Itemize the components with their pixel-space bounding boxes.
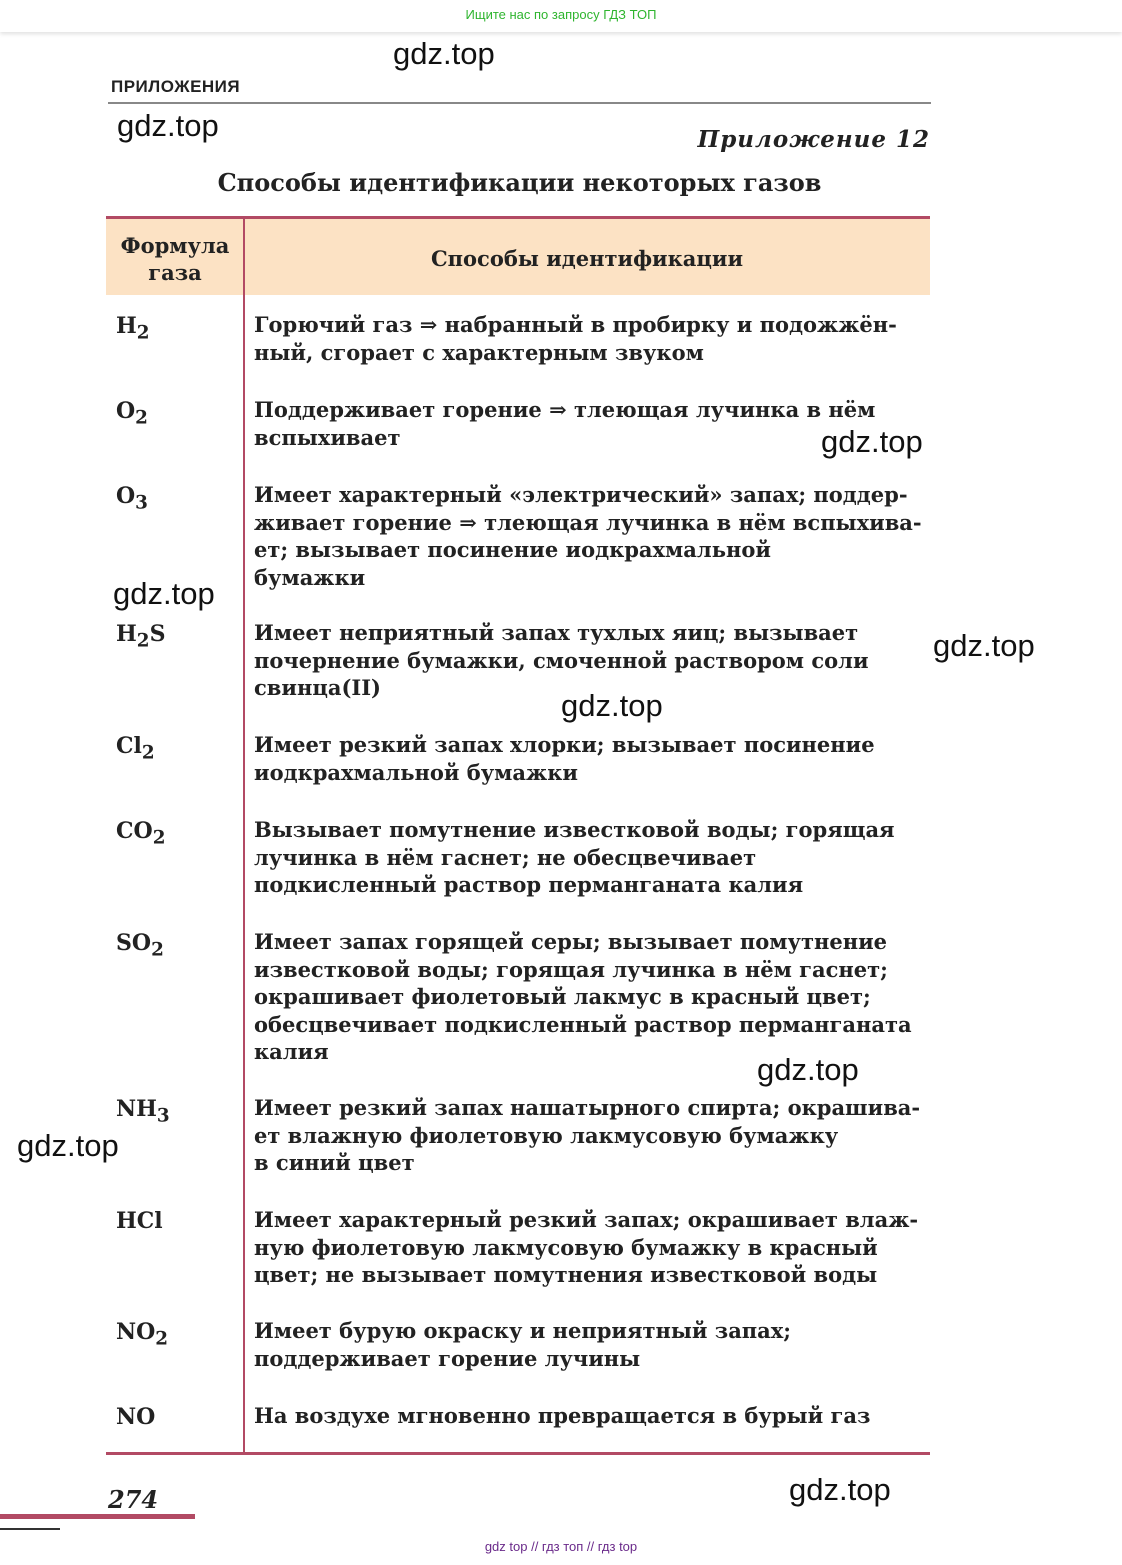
- method-line: Поддерживает горение ⇒ тлеющая лучинка в нём: [254, 397, 876, 422]
- watermark: gdz.top: [393, 36, 495, 71]
- gas-formula: $H_2S$: [116, 621, 166, 652]
- method-line: цвет; не вызывает помутнения известковой воды: [254, 1262, 878, 1287]
- method-line: ную фиолетовую лакмусовую бумажку в красный: [254, 1234, 878, 1260]
- header-divider: [108, 102, 931, 104]
- watermark: gdz.top: [821, 424, 923, 459]
- page-number: 274: [108, 1485, 159, 1514]
- page-title: Способы идентификации некоторых газов: [217, 168, 822, 197]
- method-line: Имеет характерный резкий запах; окрашивает влаж-: [254, 1207, 919, 1232]
- watermark: gdz.top: [561, 688, 663, 723]
- identification-method: [254, 816, 924, 899]
- header-formula-line1: Формула: [120, 233, 230, 258]
- watermark: gdz.top: [17, 1128, 119, 1163]
- identification-method: [254, 1317, 924, 1372]
- gas-formula: $H_2$: [116, 313, 150, 344]
- page-underline: [0, 1528, 60, 1530]
- appendix-label: Приложение 12: [697, 126, 930, 153]
- watermark: gdz.top: [933, 628, 1035, 663]
- method-line: ет; вызывает посинение иодкрахмальной: [254, 537, 771, 562]
- watermark: gdz.top: [789, 1472, 891, 1507]
- watermark: gdz.top: [117, 108, 219, 143]
- method-line: ет влажную фиолетовую лакмусовую бумажку: [254, 1122, 839, 1148]
- method-line: Имеет характерный «электрический» запах; поддер-: [254, 482, 908, 507]
- header-formula-line2: газа: [148, 260, 202, 285]
- column-divider: [243, 219, 245, 1452]
- identification-method: [254, 731, 924, 786]
- method-line: иодкрахмальной бумажки: [254, 759, 578, 785]
- gas-formula: $O_2$: [116, 398, 148, 429]
- method-line: Имеет резкий запах хлорки; вызывает посинение: [254, 732, 875, 757]
- method-line: окрашивает фиолетовый лакмус в красный цвет;: [254, 984, 871, 1009]
- identification-method: [254, 1094, 924, 1177]
- method-line: обесцвечивает подкисленный раствор перманганата: [254, 1011, 912, 1037]
- identification-method: [254, 1206, 924, 1289]
- method-line: свинца(II): [254, 675, 381, 700]
- method-line: живает горение ⇒ тлеющая лучинка в нём вспыхива-: [254, 509, 922, 535]
- gas-formula: $SO_2$: [116, 930, 164, 961]
- method-line: вспыхивает: [254, 424, 401, 450]
- page-accent-bar: [0, 1514, 195, 1519]
- header-formula-column: [106, 232, 244, 286]
- method-line: бумажки: [254, 564, 366, 590]
- gas-formula: HCl: [116, 1208, 163, 1234]
- gas-formula: $NH_3$: [116, 1096, 170, 1127]
- watermark: gdz.top: [757, 1052, 859, 1087]
- identification-method: [254, 311, 924, 366]
- method-line: почернение бумажки, смоченной раствором соли: [254, 647, 869, 673]
- top-banner-text[interactable]: Ищите нас по запросу ГДЗ ТОП: [465, 7, 657, 22]
- gas-identification-table: [106, 216, 930, 1455]
- header-methods-column: Способы идентификации: [430, 246, 744, 271]
- method-line: На воздухе мгновенно превращается в бурый газ: [254, 1403, 871, 1428]
- top-banner: [0, 0, 1122, 32]
- identification-method: [254, 1402, 924, 1430]
- method-line: Имеет резкий запах нашатырного спирта; окрашива-: [254, 1095, 921, 1120]
- method-line: Имеет бурую окраску и неприятный запах;: [254, 1318, 792, 1343]
- section-header: ПРИЛОЖЕНИЯ: [111, 77, 241, 96]
- method-line: Вызывает помутнение известковой воды; горящая: [254, 817, 895, 842]
- method-line: подкисленный раствор перманганата калия: [254, 872, 804, 897]
- method-line: лучинка в нём гаснет; не обесцвечивает: [254, 844, 757, 870]
- method-line: Имеет запах горящей серы; вызывает помутнение: [254, 929, 888, 954]
- gas-formula: NO: [116, 1404, 156, 1430]
- gas-formula: $Cl_2$: [116, 733, 155, 764]
- gas-formula: $O_3$: [116, 483, 148, 514]
- method-line: ный, сгорает с характерным звуком: [254, 339, 704, 365]
- method-line: известковой воды; горящая лучинка в нём гаснет;: [254, 956, 888, 982]
- method-line: Имеет неприятный запах тухлых яиц; вызывает: [254, 620, 859, 645]
- footer-links[interactable]: gdz top // гдз топ // гдз top: [484, 1539, 638, 1554]
- method-line: Горючий газ ⇒ набранный в пробирку и подожжён-: [254, 312, 897, 337]
- method-line: в синий цвет: [254, 1150, 415, 1175]
- method-line: калия: [254, 1039, 329, 1064]
- identification-method: [254, 928, 924, 1066]
- watermark: gdz.top: [113, 576, 215, 611]
- identification-method: [254, 481, 924, 591]
- method-line: поддерживает горение лучины: [254, 1345, 641, 1371]
- gas-formula: $NO_2$: [116, 1319, 169, 1350]
- gas-formula: $CO_2$: [116, 818, 166, 849]
- table-header: [106, 219, 930, 295]
